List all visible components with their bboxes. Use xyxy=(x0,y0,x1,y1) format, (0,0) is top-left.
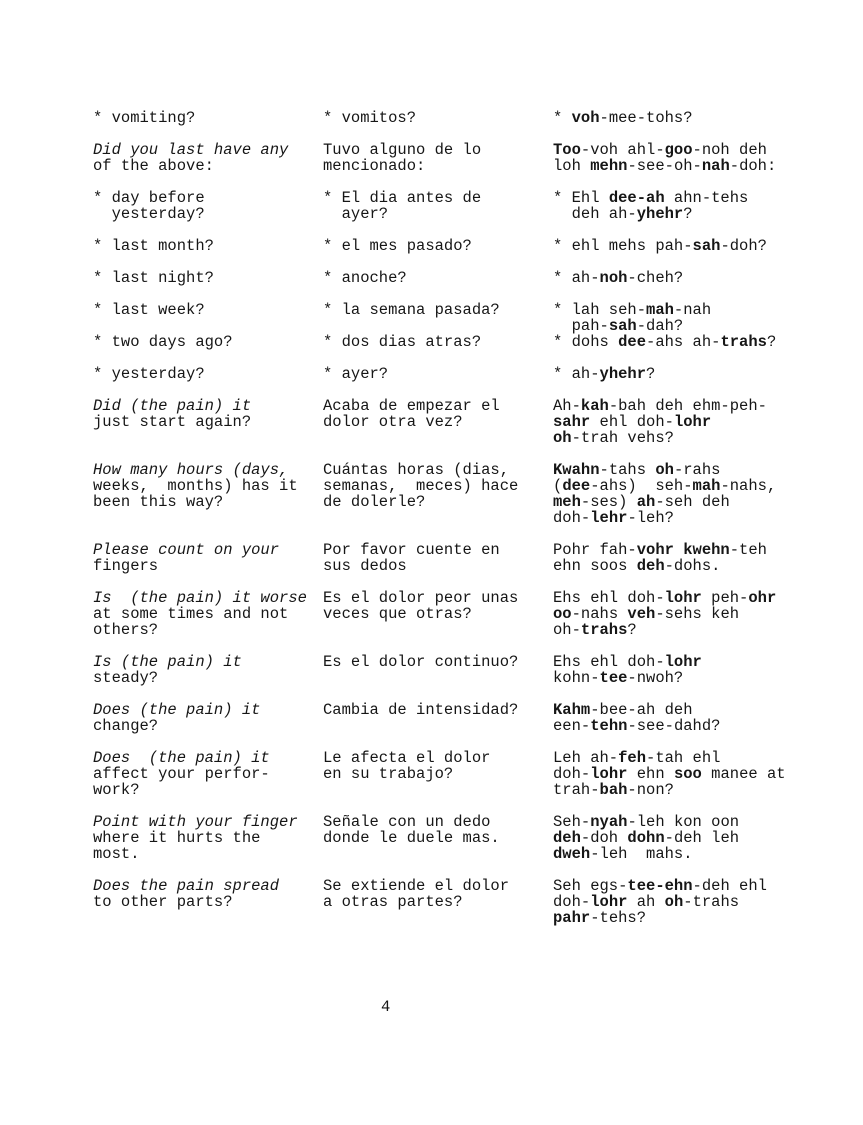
stressed-syllable: kah xyxy=(580,397,609,415)
text-line: Cambia de intensidad? xyxy=(323,701,519,719)
spanish-phrase xyxy=(323,398,553,430)
text-line xyxy=(553,366,863,382)
text-line: others? xyxy=(93,621,159,639)
english-phrase xyxy=(93,110,323,126)
english-phrase xyxy=(93,814,323,862)
syllable-text: deh ah- xyxy=(553,205,637,223)
text-line xyxy=(553,158,863,174)
spanish-phrase xyxy=(323,750,553,782)
text-line xyxy=(553,334,863,350)
stressed-syllable: Too xyxy=(553,141,581,159)
phonetic-phrase xyxy=(553,110,863,126)
phonetic-phrase xyxy=(553,270,863,286)
text-line: * la semana pasada? xyxy=(323,301,500,319)
english-phrase xyxy=(93,190,323,222)
text-line: to other parts? xyxy=(93,893,233,911)
syllable-text: -doh xyxy=(580,829,628,847)
phrase-row xyxy=(93,702,863,734)
text-line xyxy=(553,750,863,766)
syllable-text: trah- xyxy=(553,781,600,799)
phrase-row xyxy=(93,334,863,350)
english-phrase xyxy=(93,398,323,430)
text-line: Tuvo alguno de lo xyxy=(323,141,482,159)
text-line xyxy=(553,814,863,830)
phrase-row xyxy=(93,590,863,638)
text-line: Does (the pain) it xyxy=(93,749,270,767)
syllable-text: Seh- xyxy=(553,813,591,831)
stressed-syllable: sahr xyxy=(553,413,591,431)
stressed-syllable: voh xyxy=(571,109,600,127)
spanish-phrase xyxy=(323,702,553,718)
syllable-text: -see-oh- xyxy=(627,157,702,175)
syllable-text: doh- xyxy=(553,509,591,527)
syllable-text: ah xyxy=(627,893,665,911)
stressed-syllable: dohn xyxy=(627,829,665,847)
phonetic-phrase xyxy=(553,654,863,686)
stressed-syllable: meh xyxy=(553,493,581,511)
syllable-text: -tah ehl xyxy=(646,749,721,767)
text-line: How many hours (days, xyxy=(93,461,289,479)
text-line: * yesterday? xyxy=(93,365,205,383)
syllable-text: -sehs keh xyxy=(655,605,740,623)
phonetic-phrase xyxy=(553,590,863,638)
syllable-text: doh- xyxy=(553,765,591,783)
spanish-phrase xyxy=(323,302,553,318)
text-line: de dolerle? xyxy=(323,493,426,511)
phonetic-phrase xyxy=(553,814,863,862)
stressed-syllable: noh xyxy=(599,269,628,287)
syllable-text: -leh kon oon xyxy=(627,813,740,831)
syllable-text: -seh deh xyxy=(655,493,730,511)
text-line xyxy=(553,670,863,686)
text-line: change? xyxy=(93,717,159,735)
phonetic-phrase xyxy=(553,238,863,254)
syllable-text: -cheh? xyxy=(627,269,684,287)
text-line xyxy=(553,510,863,526)
stressed-syllable: veh xyxy=(627,605,656,623)
text-line: a otras partes? xyxy=(323,893,463,911)
phrase-row xyxy=(93,302,863,334)
syllable-text: -nah xyxy=(673,301,712,319)
text-line xyxy=(553,622,863,638)
syllable-text: * dohs xyxy=(553,333,619,351)
stressed-syllable: yhehr xyxy=(636,205,684,223)
syllable-text: -dah? xyxy=(636,317,684,335)
syllable-text: -tahs xyxy=(599,461,656,479)
text-line xyxy=(553,110,863,126)
english-phrase xyxy=(93,590,323,638)
stressed-syllable: trahs xyxy=(720,333,767,351)
stressed-syllable: ah xyxy=(636,493,656,511)
phrase-row xyxy=(93,110,863,126)
stressed-syllable: sah xyxy=(692,237,721,255)
phrase-row xyxy=(93,814,863,862)
stressed-syllable: dweh xyxy=(553,845,591,863)
stressed-syllable: tee xyxy=(599,669,628,687)
stressed-syllable: sah xyxy=(608,317,637,335)
phrase-row xyxy=(93,238,863,254)
stressed-syllable: nah xyxy=(701,157,730,175)
stressed-syllable: lohr xyxy=(664,589,702,607)
text-line: donde le duele mas. xyxy=(323,829,500,847)
stressed-syllable: Kahm xyxy=(553,701,591,719)
syllable-text: ? xyxy=(646,365,656,383)
page-number: 4 xyxy=(381,998,391,1016)
stressed-syllable: oh xyxy=(553,429,572,447)
text-line xyxy=(553,910,863,926)
english-phrase xyxy=(93,334,323,350)
syllable-text: -nahs xyxy=(571,605,628,623)
spanish-phrase xyxy=(323,878,553,910)
text-line xyxy=(553,430,863,446)
text-line: sus dedos xyxy=(323,557,407,575)
stressed-syllable: oh xyxy=(664,893,684,911)
text-line: affect your perfor- xyxy=(93,765,270,783)
stressed-syllable: pahr xyxy=(553,909,591,927)
syllable-text: -ses) xyxy=(580,493,637,511)
phrase-row xyxy=(93,878,863,926)
syllable-text: Pohr fah- xyxy=(553,541,637,559)
syllable-text: Ah- xyxy=(553,397,581,415)
text-line xyxy=(553,398,863,414)
text-line: Es el dolor peor unas xyxy=(323,589,519,607)
syllable-text: -trah vehs? xyxy=(571,429,674,447)
text-line: Cuántas horas (dias, xyxy=(323,461,510,479)
text-line: Acaba de empezar el xyxy=(323,397,500,415)
syllable-text: ? xyxy=(683,205,693,223)
text-line: at some times and not xyxy=(93,605,289,623)
text-line xyxy=(553,142,863,158)
syllable-text: -voh ahl- xyxy=(580,141,665,159)
syllable-text: Ehs ehl doh- xyxy=(553,589,665,607)
text-line: * vomitos? xyxy=(323,109,417,127)
stressed-syllable: soo xyxy=(673,765,702,783)
syllable-text: ehl doh- xyxy=(590,413,674,431)
stressed-syllable: mehn xyxy=(590,157,628,175)
text-line: Es el dolor continuo? xyxy=(323,653,519,671)
text-line xyxy=(553,606,863,622)
syllable-text: -bee-ah deh xyxy=(590,701,693,719)
stressed-syllable: deh xyxy=(553,829,581,847)
syllable-text: -mee-tohs? xyxy=(599,109,693,127)
syllable-text: kohn- xyxy=(553,669,600,687)
text-line: dolor otra vez? xyxy=(323,413,463,431)
phrase-row xyxy=(93,462,863,526)
spanish-phrase xyxy=(323,142,553,174)
english-phrase xyxy=(93,142,323,174)
stressed-syllable: tehn xyxy=(590,717,628,735)
syllable-text: -doh: xyxy=(729,157,777,175)
text-line xyxy=(553,494,863,510)
syllable-text: * ah- xyxy=(553,269,600,287)
text-line: * last night? xyxy=(93,269,214,287)
text-line: most. xyxy=(93,845,140,863)
text-line xyxy=(553,542,863,558)
text-line: Is (the pain) it xyxy=(93,653,242,671)
spanish-phrase xyxy=(323,366,553,382)
syllable-text: -nwoh? xyxy=(627,669,684,687)
syllable-text: manee at xyxy=(701,765,786,783)
stressed-syllable: Kwahn xyxy=(553,461,600,479)
syllable-text: ( xyxy=(553,477,563,495)
text-line: Does (the pain) it xyxy=(93,701,261,719)
syllable-text: ? xyxy=(627,621,637,639)
text-line: ayer? xyxy=(323,205,389,223)
phonetic-phrase xyxy=(553,462,863,526)
english-phrase xyxy=(93,270,323,286)
phrase-row xyxy=(93,366,863,382)
text-line: * dos dias atras? xyxy=(323,333,482,351)
phonetic-phrase xyxy=(553,190,863,222)
text-line: weeks, months) has it xyxy=(93,477,298,495)
stressed-syllable: dee-ah xyxy=(608,189,665,207)
text-line xyxy=(553,702,863,718)
phonetic-phrase xyxy=(553,302,863,334)
syllable-text: * ah- xyxy=(553,365,600,383)
stressed-syllable: dee xyxy=(618,333,647,351)
spanish-phrase xyxy=(323,654,553,670)
text-line xyxy=(553,302,863,318)
english-phrase xyxy=(93,878,323,910)
phrase-table xyxy=(93,110,863,942)
spanish-phrase xyxy=(323,190,553,222)
phonetic-phrase xyxy=(553,334,863,350)
text-line: mencionado: xyxy=(323,157,426,175)
spanish-phrase xyxy=(323,542,553,574)
phrase-row xyxy=(93,190,863,222)
syllable-text: een- xyxy=(553,717,591,735)
syllable-text: -leh? xyxy=(627,509,674,527)
english-phrase xyxy=(93,462,323,510)
stressed-syllable: goo xyxy=(664,141,693,159)
text-line: yesterday? xyxy=(93,205,205,223)
phonetic-phrase xyxy=(553,702,863,734)
spanish-phrase xyxy=(323,462,553,510)
spanish-phrase xyxy=(323,334,553,350)
text-line: en su trabajo? xyxy=(323,765,454,783)
text-line: where it hurts the xyxy=(93,829,261,847)
spanish-phrase xyxy=(323,590,553,622)
syllable-text: * ehl mehs pah- xyxy=(553,237,693,255)
stressed-syllable: ohr xyxy=(748,589,777,607)
stressed-syllable: lohr xyxy=(590,893,628,911)
text-line xyxy=(553,238,863,254)
syllable-text: -doh? xyxy=(720,237,767,255)
stressed-syllable: bah xyxy=(599,781,628,799)
text-line: Is (the pain) it worse xyxy=(93,589,307,607)
text-line: veces que otras? xyxy=(323,605,472,623)
english-phrase xyxy=(93,750,323,798)
phrase-row xyxy=(93,270,863,286)
syllable-text: * lah seh- xyxy=(553,301,647,319)
text-line: * anoche? xyxy=(323,269,407,287)
text-line: semanas, meces) hace xyxy=(323,477,519,495)
phonetic-phrase xyxy=(553,542,863,574)
syllable-text: -ahs ah- xyxy=(646,333,721,351)
syllable-text: ehn soos xyxy=(553,557,637,575)
stressed-syllable: nyah xyxy=(590,813,628,831)
text-line xyxy=(553,414,863,430)
text-line xyxy=(553,478,863,494)
phonetic-phrase xyxy=(553,142,863,174)
text-line: steady? xyxy=(93,669,159,687)
syllable-text: -tehs? xyxy=(590,909,647,927)
english-phrase xyxy=(93,302,323,318)
stressed-syllable: feh xyxy=(618,749,647,767)
stressed-syllable: deh xyxy=(636,557,665,575)
stressed-syllable: mah xyxy=(646,301,674,319)
syllable-text: -leh mahs. xyxy=(590,845,693,863)
syllable-text: peh- xyxy=(701,589,749,607)
syllable-text: -see-dahd? xyxy=(627,717,721,735)
phonetic-phrase xyxy=(553,366,863,382)
english-phrase xyxy=(93,366,323,382)
text-line: of the above: xyxy=(93,157,214,175)
stressed-syllable: oo xyxy=(553,605,572,623)
text-line: Does the pain spread xyxy=(93,877,280,895)
stressed-syllable: lohr xyxy=(590,765,628,783)
text-line: * el mes pasado? xyxy=(323,237,472,255)
syllable-text: -deh leh xyxy=(664,829,740,847)
text-line xyxy=(553,654,863,670)
stressed-syllable: vohr kwehn xyxy=(636,541,730,559)
text-line: Se extiende el dolor xyxy=(323,877,510,895)
spanish-phrase xyxy=(323,110,553,126)
syllable-text: -bah deh ehm-peh- xyxy=(608,397,767,415)
spanish-phrase xyxy=(323,238,553,254)
syllable-text: * xyxy=(553,109,572,127)
text-line xyxy=(553,462,863,478)
text-line: Did (the pain) it xyxy=(93,397,252,415)
syllable-text: ? xyxy=(766,333,777,351)
text-line: * last month? xyxy=(93,237,214,255)
syllable-text: Seh egs- xyxy=(553,877,628,895)
text-line xyxy=(553,558,863,574)
text-line xyxy=(553,894,863,910)
text-line xyxy=(553,782,863,798)
phrase-row xyxy=(93,142,863,174)
phrase-row xyxy=(93,398,863,446)
text-line xyxy=(553,878,863,894)
text-line xyxy=(553,846,863,862)
text-line: * two days ago? xyxy=(93,333,233,351)
syllable-text: -teh xyxy=(729,541,767,559)
phonetic-phrase xyxy=(553,398,863,446)
text-line xyxy=(553,190,863,206)
phonetic-phrase xyxy=(553,878,863,926)
syllable-text: loh xyxy=(553,157,591,175)
syllable-text: ahn-tehs xyxy=(664,189,749,207)
english-phrase xyxy=(93,654,323,686)
english-phrase xyxy=(93,238,323,254)
text-line xyxy=(553,318,863,334)
phrase-row xyxy=(93,750,863,798)
text-line: * vomiting? xyxy=(93,109,196,127)
phonetic-phrase xyxy=(553,750,863,798)
spanish-phrase xyxy=(323,814,553,846)
text-line: * El dia antes de xyxy=(323,189,482,207)
syllable-text: oh- xyxy=(553,621,581,639)
text-line: * last week? xyxy=(93,301,205,319)
stressed-syllable: lehr xyxy=(590,509,628,527)
syllable-text: -noh deh xyxy=(692,141,767,159)
syllable-text: Leh ah- xyxy=(553,749,619,767)
syllable-text: -nahs, xyxy=(720,477,777,495)
text-line: Por favor cuente en xyxy=(323,541,500,559)
stressed-syllable: dee xyxy=(562,477,591,495)
text-line xyxy=(553,206,863,222)
syllable-text: ehn xyxy=(627,765,674,783)
text-line: just start again? xyxy=(93,413,252,431)
text-line xyxy=(553,766,863,782)
text-line: Le afecta el dolor xyxy=(323,749,491,767)
text-line: work? xyxy=(93,781,140,799)
stressed-syllable: oh xyxy=(655,461,674,479)
syllable-text: -deh ehl xyxy=(692,877,767,895)
stressed-syllable: lohr xyxy=(664,653,702,671)
syllable-text: -rahs xyxy=(673,461,721,479)
text-line: Please count on your xyxy=(93,541,280,559)
phrase-row xyxy=(93,654,863,686)
syllable-text: doh- xyxy=(553,893,591,911)
stressed-syllable: trahs xyxy=(580,621,628,639)
syllable-text: -dohs. xyxy=(664,557,721,575)
text-line: * ayer? xyxy=(323,365,389,383)
text-line: Did you last have any xyxy=(93,141,289,159)
syllable-text: Ehs ehl doh- xyxy=(553,653,665,671)
stressed-syllable: lohr xyxy=(673,413,712,431)
spanish-phrase xyxy=(323,270,553,286)
syllable-text: -trahs xyxy=(683,893,740,911)
english-phrase xyxy=(93,542,323,574)
phrase-row xyxy=(93,542,863,574)
stressed-syllable: yhehr xyxy=(599,365,647,383)
text-line xyxy=(553,718,863,734)
stressed-syllable: tee-ehn xyxy=(627,877,693,895)
text-line: been this way? xyxy=(93,493,224,511)
text-line xyxy=(553,830,863,846)
text-line: Point with your finger xyxy=(93,813,298,831)
syllable-text: pah- xyxy=(553,317,609,335)
text-line xyxy=(553,270,863,286)
english-phrase xyxy=(93,702,323,734)
text-line: Señale con un dedo xyxy=(323,813,491,831)
syllable-text: -non? xyxy=(627,781,674,799)
text-line xyxy=(553,590,863,606)
stressed-syllable: mah xyxy=(692,477,721,495)
text-line: * day before xyxy=(93,189,205,207)
syllable-text: * Ehl xyxy=(553,189,609,207)
syllable-text: -ahs) seh- xyxy=(590,477,693,495)
text-line: fingers xyxy=(93,557,159,575)
